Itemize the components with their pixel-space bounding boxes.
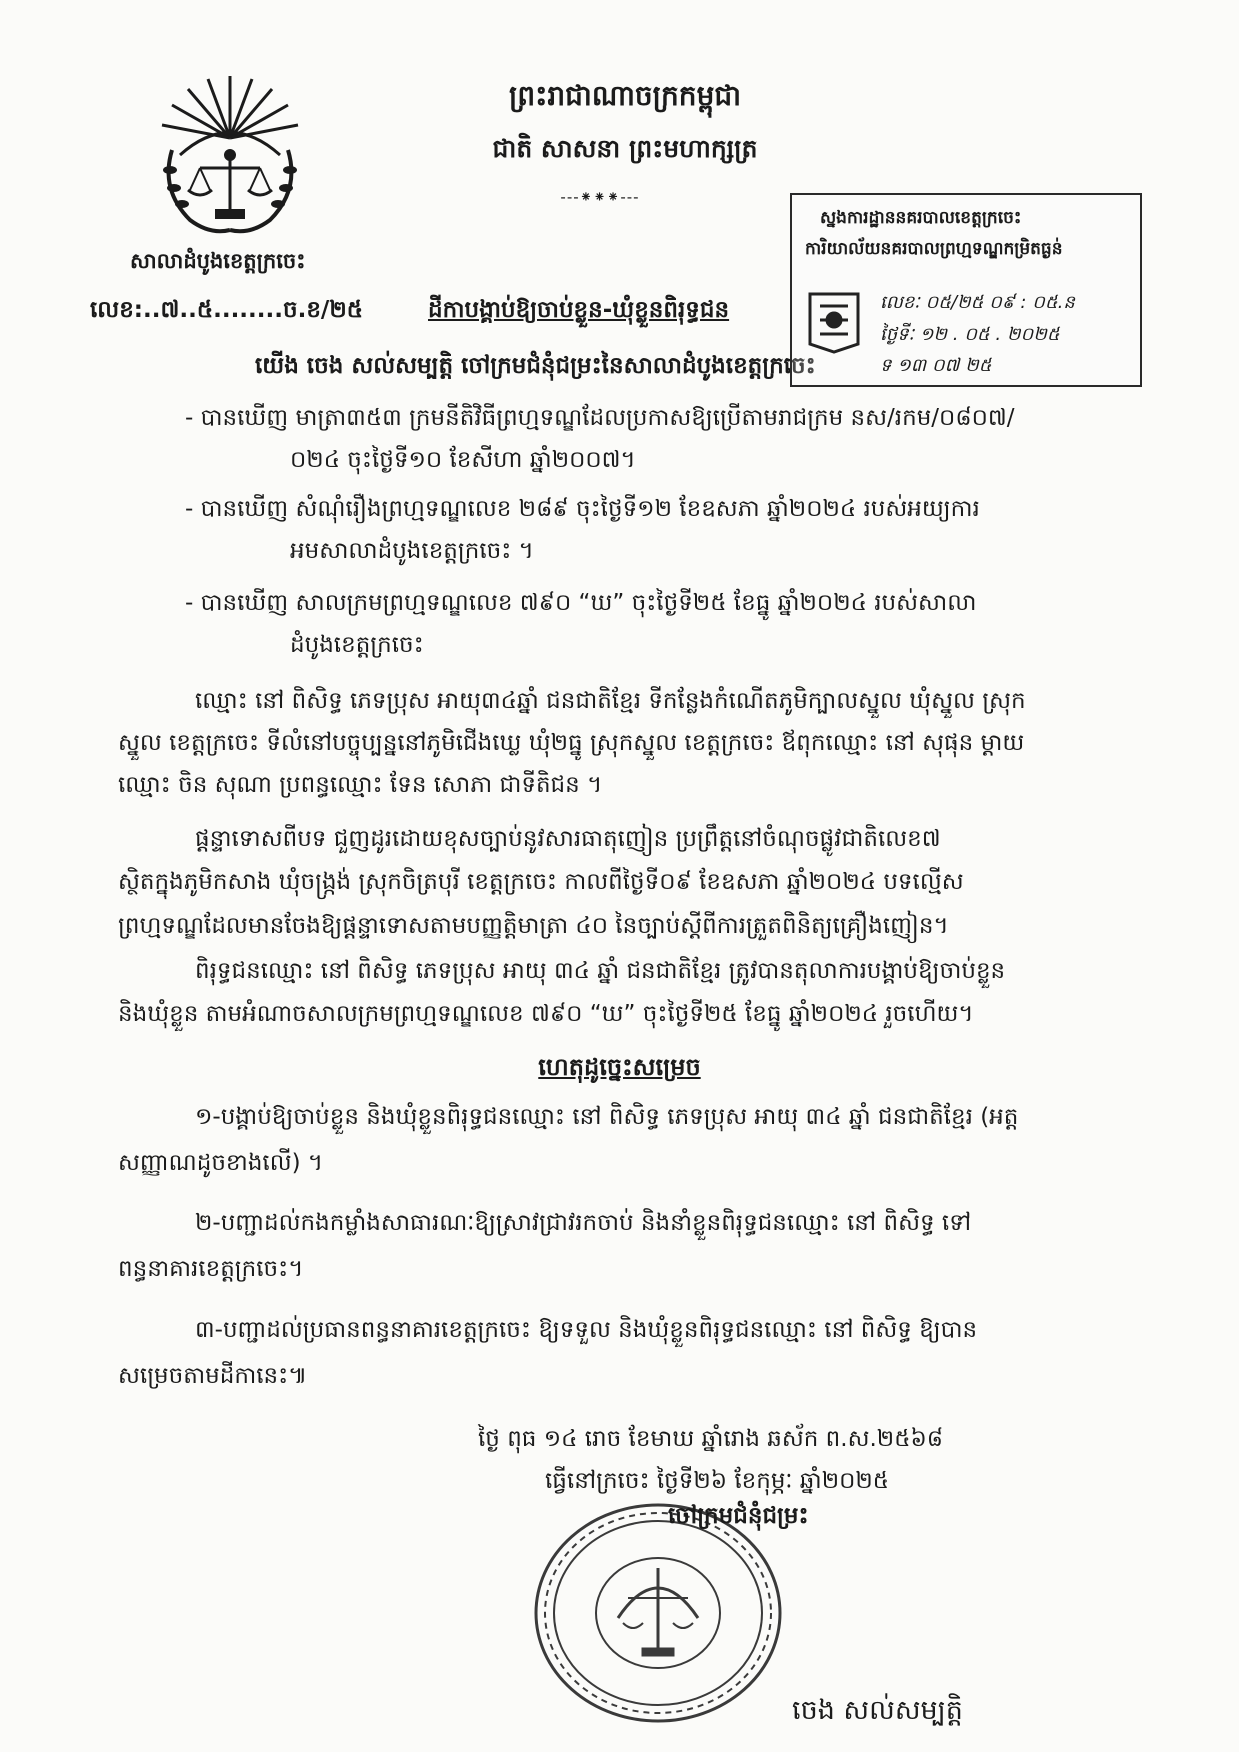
national-motto: ជាតិ សាសនា ព្រះមហាក្សត្រ [492,134,758,163]
decision-item-3-cont: សម្រេចតាមដីកានេះ៕ [118,1363,308,1389]
place-and-date: ធ្វើនៅក្រចេះ ថ្ងៃទី២៦ ខែកុម្ភៈ ឆ្នាំ២០២៥ [545,1468,890,1494]
decision-item-2: ២-បញ្ជាដល់កងកម្លាំងសាធារណៈឱ្យស្រាវជ្រាវរកចាប់ និងនាំខ្លួនពិរុទ្ធជនឈ្មោះ នៅ ពិសិទ្ធ ទៅ [195,1210,972,1236]
seen-clause-2: - បានឃើញ សំណុំរឿងព្រហ្មទណ្ឌលេខ ២៨៩ ចុះថ្ងៃទី១២ ខែឧសភា ឆ្នាំ២០២៤ របស់អយ្យការ [185,496,980,522]
court-name: សាលាដំបូងខេត្តក្រចេះ [130,249,306,273]
decision-item-1: ១-បង្គាប់ឱ្យចាប់ខ្លួន និងឃុំខ្លួនពិរុទ្ធជនឈ្មោះ នៅ ពិសិទ្ធ ភេទប្រុស អាយុ ៣៤ ឆ្នាំ ជនជាតិខ្មែរ (អត្ត [195,1104,1019,1130]
receipt-stamp-heading: ស្នងការដ្ឋាននគរបាលខេត្តក្រចេះ [820,208,1022,228]
decision-heading: ហេតុដូច្នេះសម្រេច [538,1053,701,1081]
seen-clause-1-cont: ០២៤ ចុះថ្ងៃទី១០ ខែសីហា ឆ្នាំ២០០៧។ [290,447,636,473]
issuer-line: យើង ចេង សល់សម្បត្តិ ចៅក្រមជំនុំជម្រះនៃសាលាដំបូងខេត្តក្រចេះ [255,353,816,379]
warrant-paragraph-line2: និងឃុំខ្លួន តាមអំណាចសាលក្រមព្រហ្មទណ្ឌលេខ ៧៩០ “ឃ” ចុះថ្ងៃទី២៥ ខែធ្នូ ឆ្នាំ២០២៤ រួចហើយ។ [118,1001,974,1027]
receipt-date: ថ្ងៃទីៈ ១២ . ០៥ . ២០២៥ [880,324,1060,345]
signer-name: ចេង សល់សម្បត្តិ [792,1695,963,1726]
identity-paragraph: ឈ្មោះ នៅ ពិសិទ្ធ ភេទប្រុស អាយុ៣៤ឆ្នាំ ជនជាតិខ្មែរ ទីកន្លែងកំណើតភូមិក្បាលស្នួល ឃុំស្នួល ស្រុក [195,688,1026,714]
receipt-stamp-subheading: ការិយាល័យនគរបាលព្រហ្មទណ្ឌកម្រិតធ្ងន់ [805,239,1063,259]
seen-clause-3-cont: ដំបូងខេត្តក្រចេះ [290,632,424,658]
offense-paragraph-line2: ស្ថិតក្នុងភូមិកសាង ឃុំចង្ក្រង់ ស្រុកចិត្របុរី ខេត្តក្រចេះ កាលពីថ្ងៃទី០៩ ខែឧសភា ឆ្នាំ២០២៤ បទល្មើស [118,869,964,895]
lunar-date: ថ្ងៃ ពុធ ១៤ រោច ខែមាឃ ឆ្នាំរោង ឆស័ក ព.ស.២៥៦៨ [478,1426,944,1452]
heading-ornament: ---⁕⁕⁕--- [560,188,640,206]
decision-item-3: ៣-បញ្ជាដល់ប្រធានពន្ធនាគារខេត្តក្រចេះ ឱ្យទទួល និងឃុំខ្លួនពិរុទ្ធជនឈ្មោះ នៅ ពិសិទ្ធ ឱ្យបាន [195,1317,978,1343]
seen-clause-3: - បានឃើញ សាលក្រមព្រហ្មទណ្ឌលេខ ៧៩០ “ឃ” ចុះថ្ងៃទី២៥ ខែធ្នូ ឆ្នាំ២០២៤ របស់សាលា [185,590,977,616]
offense-paragraph: ផ្តន្ទាទោសពីបទ ជួញដូរដោយខុសច្បាប់នូវសារធាតុញៀន ប្រព្រឹត្តនៅចំណុចផ្លូវជាតិលេខ៧ [195,826,941,852]
decision-item-1-cont: សញ្ញាណដូចខាងលើ) ។ [118,1150,324,1176]
reference-number: លេខ:..៧..៥........ច.ខ/២៥ [90,297,364,323]
police-emblem-icon [800,284,868,356]
signer-title: ចៅក្រមជំនុំជម្រះ [668,1503,809,1529]
kingdom-heading: ព្រះរាជាណាចក្រកម្ពុជា [508,79,741,112]
document-title: ដីកាបង្គាប់ឱ្យចាប់ខ្លួន-ឃុំខ្លួនពិរុទ្ធជន [428,297,730,323]
offense-paragraph-line3: ព្រហ្មទណ្ឌដែលមានចែងឱ្យផ្តន្ទាទោសតាមបញ្ញត្តិមាត្រា ៤០ នៃច្បាប់ស្តីពីការត្រួតពិនិត្យគ្រឿងញៀន។ [118,913,949,939]
court-emblem-icon [150,70,310,245]
identity-paragraph-line3: ឈ្មោះ ចិន សុណា ប្រពន្ធឈ្មោះ ទែន សោភា ជាទីតិជន ។ [118,772,603,798]
receipt-number: លេខៈ ០៥/២៥ ០៩ : ០៥.ន [880,292,1075,313]
warrant-paragraph: ពិរុទ្ធជនឈ្មោះ នៅ ពិសិទ្ធ ភេទប្រុស អាយុ ៣៤ ឆ្នាំ ជនជាតិខ្មែរ ត្រូវបានតុលាការបង្គាប់ឱ្យចាប់ខ្លួន [195,958,1006,984]
receipt-receiver: ទ ១៣ ០៧ ២៥ [880,355,992,376]
seen-clause-2-cont: អមសាលាដំបូងខេត្តក្រចេះ ។ [290,538,534,564]
seen-clause-1: - បានឃើញ មាត្រា៣៥៣ ក្រមនីតិវិធីព្រហ្មទណ្ឌដែលប្រកាសឱ្យប្រើតាមរាជក្រម នស/រកម/០៨០៧/ [185,405,1015,431]
decision-item-2-cont: ពន្ធនាគារខេត្តក្រចេះ។ [118,1256,304,1282]
identity-paragraph-line2: ស្នួល ខេត្តក្រចេះ ទីលំនៅបច្ចុប្បន្ននៅភូមិជើងឃ្លេ ឃុំ២ធ្នូ ស្រុកស្នួល ខេត្តក្រចេះ ឪពុកឈ្មោះ នៅ សុផុន ម្ដាយ [118,730,1025,756]
